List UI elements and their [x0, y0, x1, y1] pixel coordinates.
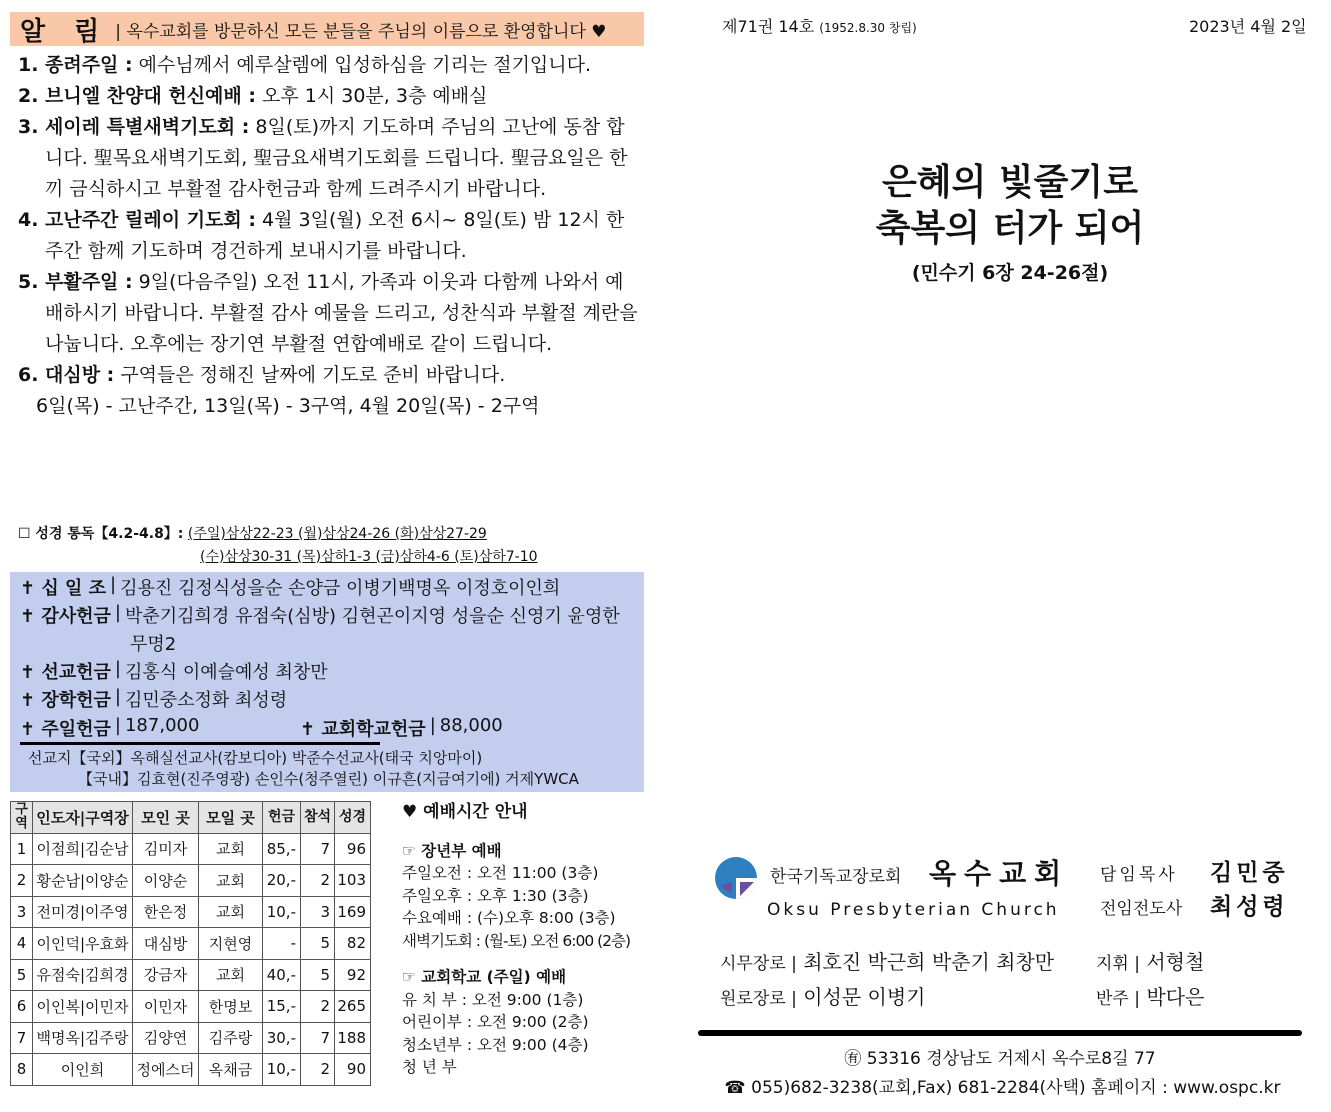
- cell: 5: [301, 928, 335, 960]
- evangelist-name: 최성령: [1210, 894, 1289, 920]
- sermon-title-line2: 축복의 터가 되어: [875, 208, 1145, 249]
- notice-item: [18, 360, 638, 391]
- notice-item: [18, 81, 638, 112]
- cell: 2: [11, 865, 33, 897]
- cell: 전미경|이주영: [33, 896, 133, 928]
- scholar-label: ✝ 장학헌금: [20, 690, 111, 711]
- evangelist-label: 전임전도사: [1100, 899, 1183, 919]
- table-row: [11, 959, 371, 991]
- cell: 백명옥|김주랑: [33, 1022, 133, 1054]
- conductor: [1096, 946, 1204, 975]
- active-elders: [720, 946, 1054, 975]
- church-english-name: Oksu Presbyterian Church: [767, 900, 1060, 920]
- cell: 265: [335, 991, 371, 1023]
- cell: 2: [301, 865, 335, 897]
- worship-line: 청 년 부: [402, 1058, 457, 1076]
- cell: 교회: [199, 896, 263, 928]
- notice-item-title: 대심방 :: [45, 364, 115, 386]
- cell: 85,-: [263, 833, 301, 865]
- school-amount: 88,000: [439, 715, 503, 736]
- col-attendance: 참석: [301, 802, 335, 834]
- sunday-amount: 187,000: [124, 715, 200, 736]
- cell: 황순남|이양순: [33, 865, 133, 897]
- cell: 이인덕|우효화: [33, 928, 133, 960]
- active-elders-names: 최호진 박근희 박춘기 최창만: [803, 950, 1055, 974]
- worship-line: 주일오전 : 오전 11:00 (3층): [402, 864, 599, 882]
- notice-item-text: 구역들은 정해진 날짜에 기도로 준비 바랍니다.: [114, 364, 506, 386]
- bulletin-date: 2023년 4월 2일: [1189, 17, 1307, 36]
- cell: 2: [301, 991, 335, 1023]
- cell: 7: [11, 1022, 33, 1054]
- cell: 5: [301, 959, 335, 991]
- missionary-abroad: 선교지【국외】옥해실선교사(캄보디아) 박준수선교사(태국 치앙마이): [28, 749, 483, 767]
- table-row: [11, 865, 371, 897]
- accompanist: [1096, 981, 1204, 1010]
- cell: 정에스더: [133, 1054, 199, 1086]
- sermon-title: [700, 160, 1320, 252]
- table-row: [11, 833, 371, 865]
- notice-item-title: 고난주간 릴레이 기도회 :: [45, 209, 256, 231]
- col-meet-at: 모일 곳: [199, 802, 263, 834]
- cell: 169: [335, 896, 371, 928]
- bible-reading: [18, 523, 638, 569]
- thanks-label: ✝ 감사헌금: [20, 606, 111, 627]
- cell: 103: [335, 865, 371, 897]
- church-address: ㊒ 53316 경상남도 거제시 옥수로8길 77: [844, 1049, 1156, 1069]
- visit-schedule: 6일(목) - 고난주간, 13일(목) - 3구역, 4월 20일(목) - 2구역: [36, 395, 540, 417]
- mission-row: [20, 658, 328, 684]
- cell: 이인복|이민자: [33, 991, 133, 1023]
- bible-reading-line2: (수)삼상30-31 (목)삼하1-3 (금)삼하4-6 (토)삼하7-10: [200, 549, 538, 565]
- worship-times: [402, 801, 642, 1079]
- cell: 교회: [199, 833, 263, 865]
- pastor-label: 담임목사: [1100, 865, 1178, 885]
- footer-divider: [698, 1030, 1302, 1036]
- active-elders-label: 시무장로 |: [720, 954, 797, 974]
- cell: 15,-: [263, 991, 301, 1023]
- cell: 7: [301, 1022, 335, 1054]
- table-row: [11, 928, 371, 960]
- separator: |: [429, 715, 436, 736]
- notice-item: [18, 112, 638, 205]
- cell: 교회: [199, 959, 263, 991]
- notice-list: [18, 50, 638, 422]
- col-bible: 성경: [335, 802, 371, 834]
- separator: |: [114, 602, 121, 623]
- offering-section: [10, 572, 644, 792]
- notice-number: 1.: [18, 54, 39, 76]
- cell: 4: [11, 928, 33, 960]
- mission-names: 김홍식 이예슬예성 최창만: [124, 662, 328, 683]
- cell: 1: [11, 833, 33, 865]
- cell: 지현영: [199, 928, 263, 960]
- cell: 30,-: [263, 1022, 301, 1054]
- worship-line: 수요예배 : (수)오후 8:00 (3층): [402, 909, 616, 927]
- cell: 이점희|김순남: [33, 833, 133, 865]
- publication-info: [722, 14, 917, 37]
- col-leader: 인도자|구역장: [33, 802, 133, 834]
- retired-elders: [720, 981, 925, 1010]
- retired-elders-label: 원로장로 |: [720, 989, 797, 1009]
- notice-item-title: 종려주일 :: [45, 54, 133, 76]
- cell: 5: [11, 959, 33, 991]
- notice-item-text: 오후 1시 30분, 3층 예배실: [255, 85, 488, 107]
- accompanist-name: 박다은: [1146, 985, 1205, 1009]
- cell: 2: [301, 1054, 335, 1086]
- worship-line: 청소년부 : 오전 9:00 (4층): [402, 1035, 589, 1054]
- school-row: [300, 715, 503, 741]
- notice-title: 알 림: [20, 16, 110, 47]
- accompanist-label: 반주 |: [1096, 989, 1140, 1009]
- cell: 10,-: [263, 896, 301, 928]
- cell: 한은정: [133, 896, 199, 928]
- notice-item: [18, 50, 638, 81]
- retired-elders-names: 이성문 이병기: [803, 985, 926, 1009]
- worship-line: 어린이부 : 오전 9:00 (2층): [402, 1013, 589, 1031]
- cell: 188: [335, 1022, 371, 1054]
- scholar-names: 김민중소정화 최성령: [124, 690, 288, 711]
- cell: 40,-: [263, 959, 301, 991]
- table-row: [11, 896, 371, 928]
- table-row: [11, 1022, 371, 1054]
- cell: 6: [11, 991, 33, 1023]
- cell: 90: [335, 1054, 371, 1086]
- cell: 7: [301, 833, 335, 865]
- sunday-row: [20, 715, 199, 741]
- cell: 20,-: [263, 865, 301, 897]
- notice-number: 6.: [18, 364, 39, 386]
- thanks-names: 박춘기김희경 유점숙(심방) 김현곤이지영 성을순 신영기 윤영한: [124, 606, 620, 627]
- adult-worship-heading: ☞ 장년부 예배: [402, 841, 502, 860]
- sunday-label: ✝ 주일헌금: [20, 719, 111, 740]
- cell: -: [263, 928, 301, 960]
- thanks-names-cont: 무명2: [130, 634, 177, 655]
- volume-number: 제71권 14호: [722, 17, 815, 36]
- notice-item-title: 세이레 특별새벽기도회 :: [45, 116, 250, 138]
- notice-number: 2.: [18, 85, 39, 107]
- separator: |: [110, 574, 117, 595]
- cell: 김양연: [133, 1022, 199, 1054]
- notice-item-title: 부활주일 :: [45, 271, 133, 293]
- school-worship-heading: ☞ 교회학교 (주일) 예배: [402, 968, 567, 986]
- sermon-title-line1: 은혜의 빛줄기로: [882, 162, 1138, 203]
- pastor-name: 김민중: [1210, 860, 1289, 886]
- cell: 대심방: [133, 928, 199, 960]
- worship-line: 주일오후 : 오후 1:30 (3층): [402, 886, 589, 905]
- denomination: 한국기독교장로회: [770, 867, 902, 887]
- cell: 이인희: [33, 1054, 133, 1086]
- tithe-label: ✝ 십 일 조: [20, 578, 107, 599]
- district-table: [10, 801, 371, 1086]
- col-district: 구역: [11, 802, 33, 834]
- col-offering: 헌금: [263, 802, 301, 834]
- worship-line: 새벽기도회 : (월-토) 오전 6:00 (2층): [402, 931, 631, 950]
- thanks-row: [20, 602, 620, 628]
- tithe-row: [20, 574, 560, 600]
- worship-heading: ♥ 예배시간 안내: [402, 802, 528, 822]
- mission-label: ✝ 선교헌금: [20, 662, 111, 683]
- school-label: ✝ 교회학교헌금: [300, 719, 426, 740]
- cell: 3: [301, 896, 335, 928]
- cell: 92: [335, 959, 371, 991]
- cell: 8: [11, 1054, 33, 1086]
- cell: 옥채금: [199, 1054, 263, 1086]
- notice-number: 4.: [18, 209, 39, 231]
- notice-item-text: 9일(다음주일) 오전 11시, 가족과 이웃과 다함께 나와서 예배하시기 바랍니다. 부활절 감사 예물을 드리고, 성찬식과 부활절 계란을 나눕니다. 오후에는 장기연 부활절 연합예배로 같이 드립니다.: [45, 271, 638, 355]
- notice-item-title: 브니엘 찬양대 헌신예배 :: [45, 85, 256, 107]
- cell: 교회: [199, 865, 263, 897]
- church-name: 옥수교회: [929, 857, 1070, 890]
- notice-item-text: 예수님께서 예루살렘에 입성하심을 기리는 절기입니다.: [132, 54, 592, 76]
- cell: 유점숙|김희경: [33, 959, 133, 991]
- tithe-names: 김용진 김정식성을순 손양금 이병기백명옥 이정호이인희: [120, 578, 561, 599]
- cell: 3: [11, 896, 33, 928]
- conductor-name: 서형철: [1146, 950, 1205, 974]
- worship-line: 유 치 부 : 오전 9:00 (1층): [402, 990, 584, 1009]
- cell: 김미자: [133, 833, 199, 865]
- bible-reading-line1: (주일)삼상22-23 (월)삼상24-26 (화)삼상27-29: [187, 526, 487, 542]
- separator: |: [114, 686, 121, 707]
- notice-item: [18, 267, 638, 360]
- notice-number: 5.: [18, 271, 39, 293]
- founded-date: (1952.8.30 창립): [819, 21, 917, 35]
- separator: |: [114, 715, 121, 736]
- table-header-row: [11, 802, 371, 834]
- table-row: [11, 991, 371, 1023]
- cell: 강금자: [133, 959, 199, 991]
- cell: 김주랑: [199, 1022, 263, 1054]
- notice-number: 3.: [18, 116, 39, 138]
- notice-subtitle: | 옥수교회를 방문하신 모든 분들을 주님의 이름으로 환영합니다 ♥: [115, 21, 607, 42]
- church-logo-icon: [714, 856, 758, 900]
- cell: 이민자: [133, 991, 199, 1023]
- missionary-domestic: 【국내】김효현(진주영광) 손인수(청주열린) 이규흔(지금여기에) 거제YWCA: [78, 770, 579, 788]
- church-contact: ☎ 055)682-3238(교회,Fax) 681-2284(사택) 홈페이지 : www.ospc.kr: [724, 1078, 1281, 1098]
- cell: 이양순: [133, 865, 199, 897]
- conductor-label: 지휘 |: [1096, 954, 1140, 974]
- notice-item: [18, 205, 638, 267]
- cell: 10,-: [263, 1054, 301, 1086]
- thanks-row-cont: [130, 630, 176, 656]
- col-met-at: 모인 곳: [133, 802, 199, 834]
- scholar-row: [20, 686, 287, 712]
- divider: [20, 742, 380, 745]
- separator: |: [114, 658, 121, 679]
- table-row: [11, 1054, 371, 1086]
- cell: 82: [335, 928, 371, 960]
- bible-reading-label: ☐ 성경 통독【4.2-4.8】:: [18, 526, 184, 542]
- notice-header: [10, 12, 644, 46]
- notice-item-text: 8일(토)까지 기도하며 주님의 고난에 동참 합니다. 聖목요새벽기도회, 聖금요새벽기도회를 드립니다. 聖금요일은 한끼 금식하시고 부활절 감사헌금과 함께 드려주시기 바랍니다.: [45, 116, 628, 200]
- notice-item-text: 4월 3일(월) 오전 6시~ 8일(토) 밤 12시 한주간 함께 기도하며 경건하게 보내시기를 바랍니다.: [45, 209, 625, 262]
- sermon-reference: (민수기 6장 24-26절): [911, 262, 1109, 284]
- cell: 한명보: [199, 991, 263, 1023]
- cell: 96: [335, 833, 371, 865]
